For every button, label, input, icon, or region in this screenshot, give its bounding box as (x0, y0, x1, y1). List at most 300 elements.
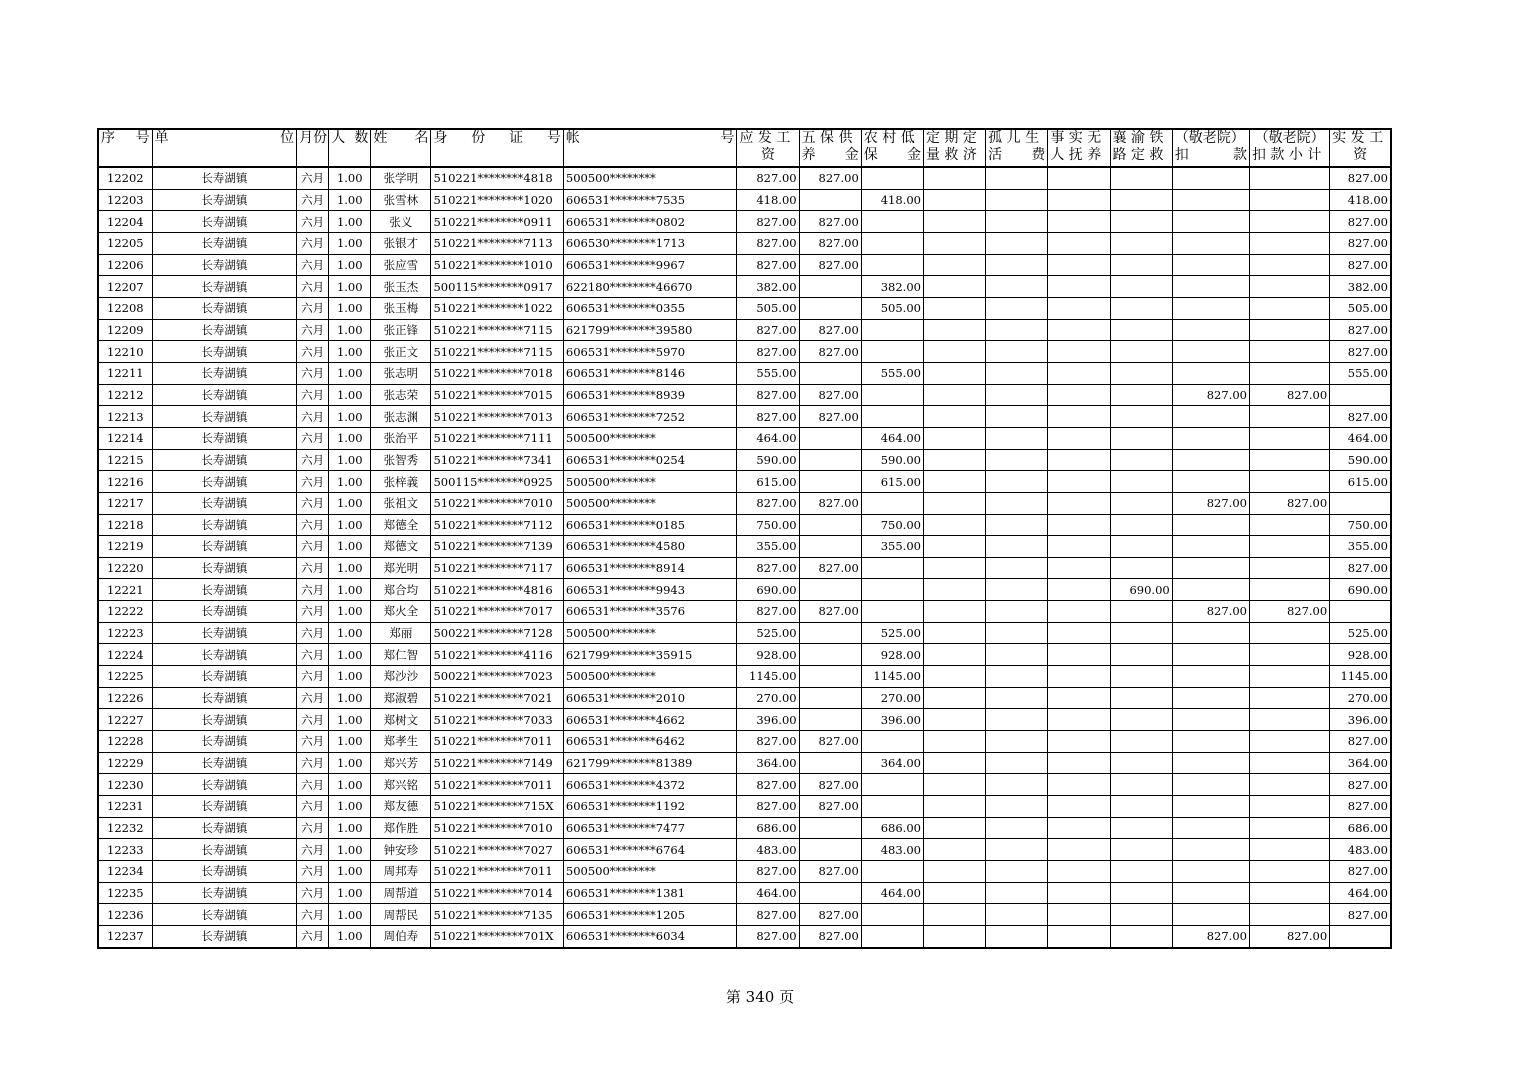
cell-count: 1.00 (329, 882, 371, 904)
cell-nursing-deduction-subtotal (1249, 232, 1329, 254)
cell-fixed-relief (923, 644, 985, 666)
cell-nursing-deduction-subtotal (1249, 167, 1329, 189)
cell-month: 六月 (297, 687, 329, 709)
cell-nursing-deduction (1172, 406, 1249, 428)
cell-gross-wage: 505.00 (737, 297, 799, 319)
cell-seq: 12213 (98, 406, 152, 428)
cell-name: 郑德文 (371, 536, 431, 558)
cell-orphan-living (986, 254, 1048, 276)
cell-count: 1.00 (329, 471, 371, 493)
cell-nursing-deduction-subtotal (1249, 666, 1329, 688)
cell-unit: 长寿湖镇 (152, 644, 296, 666)
cell-seq: 12221 (98, 579, 152, 601)
cell-orphan-living (986, 319, 1048, 341)
cell-rural-minimum (861, 492, 923, 514)
cell-five-guarantee (799, 536, 861, 558)
cell-gross-wage: 827.00 (737, 601, 799, 623)
cell-month: 六月 (297, 406, 329, 428)
cell-nursing-deduction (1172, 536, 1249, 558)
cell-de-facto-orphan (1048, 341, 1110, 363)
cell-fixed-relief (923, 774, 985, 796)
cell-count: 1.00 (329, 297, 371, 319)
cell-seq: 12211 (98, 362, 152, 384)
cell-nursing-deduction (1172, 427, 1249, 449)
cell-railway-relief (1110, 276, 1172, 298)
table-row (98, 514, 1391, 536)
cell-name: 张治平 (371, 427, 431, 449)
cell-id-number: 510221********7011 (431, 731, 563, 753)
cell-name: 张玉梅 (371, 297, 431, 319)
cell-net-wage: 686.00 (1330, 817, 1391, 839)
cell-five-guarantee: 827.00 (799, 211, 861, 233)
cell-unit: 长寿湖镇 (152, 341, 296, 363)
cell-five-guarantee (799, 687, 861, 709)
cell-id-number: 500221********7128 (431, 622, 563, 644)
cell-five-guarantee (799, 882, 861, 904)
cell-unit: 长寿湖镇 (152, 384, 296, 406)
cell-orphan-living (986, 666, 1048, 688)
cell-unit: 长寿湖镇 (152, 406, 296, 428)
cell-gross-wage: 827.00 (737, 774, 799, 796)
cell-nursing-deduction (1172, 449, 1249, 471)
cell-nursing-deduction-subtotal (1249, 427, 1329, 449)
cell-seq: 12235 (98, 882, 152, 904)
cell-account: 606531********6764 (563, 839, 737, 861)
cell-five-guarantee: 827.00 (799, 904, 861, 926)
cell-count: 1.00 (329, 752, 371, 774)
header-rural-minimum: 农 村 低 保 金 (861, 129, 923, 167)
cell-id-number: 510221********7010 (431, 817, 563, 839)
cell-unit: 长寿湖镇 (152, 774, 296, 796)
cell-month: 六月 (297, 601, 329, 623)
cell-count: 1.00 (329, 601, 371, 623)
cell-railway-relief (1110, 514, 1172, 536)
table-row (98, 232, 1391, 254)
cell-seq: 12206 (98, 254, 152, 276)
cell-rural-minimum: 464.00 (861, 427, 923, 449)
cell-orphan-living (986, 341, 1048, 363)
cell-account: 500500******** (563, 427, 737, 449)
cell-nursing-deduction-subtotal (1249, 557, 1329, 579)
cell-month: 六月 (297, 817, 329, 839)
cell-net-wage: 690.00 (1330, 579, 1391, 601)
cell-rural-minimum (861, 925, 923, 947)
cell-nursing-deduction-subtotal (1249, 709, 1329, 731)
cell-gross-wage: 464.00 (737, 427, 799, 449)
cell-de-facto-orphan (1048, 514, 1110, 536)
cell-nursing-deduction-subtotal (1249, 341, 1329, 363)
cell-net-wage: 750.00 (1330, 514, 1391, 536)
cell-nursing-deduction (1172, 362, 1249, 384)
cell-net-wage: 827.00 (1330, 232, 1391, 254)
cell-net-wage: 827.00 (1330, 861, 1391, 883)
table-row (98, 449, 1391, 471)
cell-five-guarantee: 827.00 (799, 861, 861, 883)
cell-id-number: 510221********7018 (431, 362, 563, 384)
cell-railway-relief (1110, 232, 1172, 254)
cell-five-guarantee: 827.00 (799, 406, 861, 428)
cell-railway-relief (1110, 904, 1172, 926)
cell-id-number: 510221********7033 (431, 709, 563, 731)
cell-nursing-deduction: 827.00 (1172, 925, 1249, 947)
table-row (98, 861, 1391, 883)
cell-account: 606531********7477 (563, 817, 737, 839)
cell-unit: 长寿湖镇 (152, 925, 296, 947)
cell-fixed-relief (923, 817, 985, 839)
cell-nursing-deduction-subtotal (1249, 839, 1329, 861)
cell-account: 606531********0254 (563, 449, 737, 471)
cell-rural-minimum: 464.00 (861, 882, 923, 904)
cell-gross-wage: 827.00 (737, 232, 799, 254)
cell-de-facto-orphan (1048, 774, 1110, 796)
cell-unit: 长寿湖镇 (152, 796, 296, 818)
cell-gross-wage: 364.00 (737, 752, 799, 774)
cell-fixed-relief (923, 622, 985, 644)
cell-orphan-living (986, 644, 1048, 666)
cell-month: 六月 (297, 839, 329, 861)
cell-name: 周伯寿 (371, 925, 431, 947)
cell-seq: 12224 (98, 644, 152, 666)
welfare-payment-table (97, 128, 1392, 949)
cell-nursing-deduction-subtotal (1249, 297, 1329, 319)
cell-id-number: 510221********1020 (431, 189, 563, 211)
cell-five-guarantee (799, 514, 861, 536)
cell-month: 六月 (297, 384, 329, 406)
cell-unit: 长寿湖镇 (152, 579, 296, 601)
cell-unit: 长寿湖镇 (152, 731, 296, 753)
cell-seq: 12223 (98, 622, 152, 644)
cell-account: 500500******** (563, 167, 737, 189)
cell-nursing-deduction: 827.00 (1172, 384, 1249, 406)
cell-account: 606531********8914 (563, 557, 737, 579)
cell-gross-wage: 525.00 (737, 622, 799, 644)
cell-account: 606531********7252 (563, 406, 737, 428)
cell-month: 六月 (297, 341, 329, 363)
cell-nursing-deduction-subtotal (1249, 536, 1329, 558)
cell-unit: 长寿湖镇 (152, 189, 296, 211)
cell-seq: 12208 (98, 297, 152, 319)
cell-account: 606531********1192 (563, 796, 737, 818)
cell-count: 1.00 (329, 774, 371, 796)
cell-orphan-living (986, 709, 1048, 731)
cell-fixed-relief (923, 925, 985, 947)
cell-fixed-relief (923, 449, 985, 471)
cell-de-facto-orphan (1048, 211, 1110, 233)
cell-orphan-living (986, 796, 1048, 818)
cell-fixed-relief (923, 319, 985, 341)
cell-name: 郑合均 (371, 579, 431, 601)
cell-nursing-deduction (1172, 579, 1249, 601)
cell-de-facto-orphan (1048, 796, 1110, 818)
cell-month: 六月 (297, 427, 329, 449)
cell-name: 张玉杰 (371, 276, 431, 298)
header-month: 月份 (297, 129, 329, 167)
cell-orphan-living (986, 557, 1048, 579)
cell-gross-wage: 396.00 (737, 709, 799, 731)
cell-nursing-deduction (1172, 297, 1249, 319)
cell-count: 1.00 (329, 925, 371, 947)
cell-nursing-deduction-subtotal (1249, 276, 1329, 298)
cell-railway-relief (1110, 406, 1172, 428)
cell-unit: 长寿湖镇 (152, 709, 296, 731)
cell-name: 郑光明 (371, 557, 431, 579)
cell-de-facto-orphan (1048, 839, 1110, 861)
table-row (98, 687, 1391, 709)
cell-count: 1.00 (329, 341, 371, 363)
cell-railway-relief (1110, 384, 1172, 406)
cell-month: 六月 (297, 557, 329, 579)
cell-account: 606531********1381 (563, 882, 737, 904)
cell-name: 郑火全 (371, 601, 431, 623)
cell-fixed-relief (923, 709, 985, 731)
cell-orphan-living (986, 406, 1048, 428)
cell-rural-minimum (861, 406, 923, 428)
cell-fixed-relief (923, 167, 985, 189)
cell-net-wage: 827.00 (1330, 406, 1391, 428)
cell-five-guarantee: 827.00 (799, 492, 861, 514)
cell-de-facto-orphan (1048, 189, 1110, 211)
cell-rural-minimum (861, 167, 923, 189)
cell-orphan-living (986, 839, 1048, 861)
cell-fixed-relief (923, 579, 985, 601)
cell-seq: 12215 (98, 449, 152, 471)
cell-fixed-relief (923, 276, 985, 298)
table-row (98, 601, 1391, 623)
cell-de-facto-orphan (1048, 579, 1110, 601)
cell-account: 500500******** (563, 471, 737, 493)
cell-name: 周帮道 (371, 882, 431, 904)
cell-nursing-deduction-subtotal: 827.00 (1249, 601, 1329, 623)
cell-gross-wage: 418.00 (737, 189, 799, 211)
cell-unit: 长寿湖镇 (152, 362, 296, 384)
cell-nursing-deduction-subtotal (1249, 449, 1329, 471)
cell-orphan-living (986, 362, 1048, 384)
cell-id-number: 510221********7135 (431, 904, 563, 926)
cell-fixed-relief (923, 666, 985, 688)
cell-rural-minimum (861, 211, 923, 233)
cell-de-facto-orphan (1048, 601, 1110, 623)
cell-unit: 长寿湖镇 (152, 882, 296, 904)
cell-seq: 12233 (98, 839, 152, 861)
cell-count: 1.00 (329, 384, 371, 406)
cell-railway-relief (1110, 492, 1172, 514)
cell-railway-relief (1110, 601, 1172, 623)
table-row (98, 536, 1391, 558)
cell-unit: 长寿湖镇 (152, 752, 296, 774)
cell-five-guarantee (799, 752, 861, 774)
cell-gross-wage: 355.00 (737, 536, 799, 558)
cell-nursing-deduction-subtotal (1249, 189, 1329, 211)
cell-count: 1.00 (329, 579, 371, 601)
cell-seq: 12205 (98, 232, 152, 254)
cell-railway-relief (1110, 731, 1172, 753)
cell-account: 606531********7535 (563, 189, 737, 211)
cell-rural-minimum: 355.00 (861, 536, 923, 558)
cell-nursing-deduction (1172, 666, 1249, 688)
cell-net-wage: 270.00 (1330, 687, 1391, 709)
cell-nursing-deduction-subtotal (1249, 362, 1329, 384)
cell-nursing-deduction (1172, 774, 1249, 796)
cell-name: 张梓義 (371, 471, 431, 493)
cell-fixed-relief (923, 471, 985, 493)
cell-id-number: 510221********1010 (431, 254, 563, 276)
cell-month: 六月 (297, 232, 329, 254)
cell-de-facto-orphan (1048, 861, 1110, 883)
cell-id-number: 510221********4116 (431, 644, 563, 666)
cell-net-wage: 827.00 (1330, 319, 1391, 341)
cell-rural-minimum (861, 557, 923, 579)
cell-account: 621799********81389 (563, 752, 737, 774)
cell-seq: 12207 (98, 276, 152, 298)
cell-five-guarantee (799, 276, 861, 298)
cell-seq: 12237 (98, 925, 152, 947)
cell-count: 1.00 (329, 514, 371, 536)
cell-gross-wage: 827.00 (737, 904, 799, 926)
cell-name: 张义 (371, 211, 431, 233)
cell-gross-wage: 827.00 (737, 796, 799, 818)
cell-unit: 长寿湖镇 (152, 232, 296, 254)
cell-gross-wage: 928.00 (737, 644, 799, 666)
header-orphan-living: 孤 儿 生 活 费 (986, 129, 1048, 167)
cell-month: 六月 (297, 731, 329, 753)
cell-railway-relief (1110, 449, 1172, 471)
cell-five-guarantee (799, 644, 861, 666)
cell-railway-relief (1110, 839, 1172, 861)
cell-rural-minimum (861, 384, 923, 406)
cell-seq: 12231 (98, 796, 152, 818)
cell-account: 606531********1205 (563, 904, 737, 926)
cell-nursing-deduction (1172, 276, 1249, 298)
cell-de-facto-orphan (1048, 167, 1110, 189)
cell-five-guarantee (799, 297, 861, 319)
cell-fixed-relief (923, 839, 985, 861)
cell-account: 500500******** (563, 861, 737, 883)
cell-name: 郑友德 (371, 796, 431, 818)
cell-seq: 12220 (98, 557, 152, 579)
cell-nursing-deduction-subtotal: 827.00 (1249, 384, 1329, 406)
cell-five-guarantee: 827.00 (799, 925, 861, 947)
cell-unit: 长寿湖镇 (152, 601, 296, 623)
cell-railway-relief (1110, 254, 1172, 276)
cell-month: 六月 (297, 492, 329, 514)
header-count: 人 数 (329, 129, 371, 167)
cell-fixed-relief (923, 536, 985, 558)
cell-rural-minimum (861, 774, 923, 796)
cell-de-facto-orphan (1048, 666, 1110, 688)
cell-nursing-deduction-subtotal (1249, 774, 1329, 796)
cell-railway-relief (1110, 644, 1172, 666)
cell-nursing-deduction-subtotal (1249, 861, 1329, 883)
cell-count: 1.00 (329, 644, 371, 666)
cell-de-facto-orphan (1048, 232, 1110, 254)
cell-id-number: 510221********1022 (431, 297, 563, 319)
cell-count: 1.00 (329, 189, 371, 211)
cell-month: 六月 (297, 471, 329, 493)
cell-net-wage: 464.00 (1330, 427, 1391, 449)
page-number: 第 340 页 (725, 988, 795, 1006)
cell-rural-minimum: 615.00 (861, 471, 923, 493)
cell-nursing-deduction-subtotal: 827.00 (1249, 925, 1329, 947)
cell-unit: 长寿湖镇 (152, 622, 296, 644)
cell-railway-relief (1110, 536, 1172, 558)
cell-de-facto-orphan (1048, 536, 1110, 558)
cell-railway-relief (1110, 687, 1172, 709)
cell-gross-wage: 827.00 (737, 211, 799, 233)
cell-name: 郑兴芳 (371, 752, 431, 774)
cell-railway-relief (1110, 471, 1172, 493)
cell-seq: 12229 (98, 752, 152, 774)
cell-nursing-deduction-subtotal (1249, 211, 1329, 233)
cell-five-guarantee: 827.00 (799, 341, 861, 363)
cell-count: 1.00 (329, 167, 371, 189)
cell-net-wage (1330, 601, 1391, 623)
cell-de-facto-orphan (1048, 622, 1110, 644)
cell-nursing-deduction: 827.00 (1172, 492, 1249, 514)
cell-nursing-deduction-subtotal (1249, 752, 1329, 774)
cell-count: 1.00 (329, 687, 371, 709)
table-row (98, 276, 1391, 298)
cell-unit: 长寿湖镇 (152, 861, 296, 883)
table-row (98, 297, 1391, 319)
cell-railway-relief (1110, 882, 1172, 904)
cell-name: 张应雪 (371, 254, 431, 276)
cell-count: 1.00 (329, 861, 371, 883)
cell-count: 1.00 (329, 536, 371, 558)
cell-fixed-relief (923, 384, 985, 406)
cell-railway-relief (1110, 557, 1172, 579)
cell-nursing-deduction-subtotal (1249, 622, 1329, 644)
cell-account: 606531********5970 (563, 341, 737, 363)
cell-seq: 12209 (98, 319, 152, 341)
cell-gross-wage: 686.00 (737, 817, 799, 839)
cell-five-guarantee: 827.00 (799, 319, 861, 341)
cell-count: 1.00 (329, 666, 371, 688)
cell-fixed-relief (923, 687, 985, 709)
cell-orphan-living (986, 167, 1048, 189)
cell-fixed-relief (923, 362, 985, 384)
cell-id-number: 510221********7014 (431, 882, 563, 904)
cell-rural-minimum: 1145.00 (861, 666, 923, 688)
cell-seq: 12227 (98, 709, 152, 731)
cell-month: 六月 (297, 536, 329, 558)
cell-de-facto-orphan (1048, 254, 1110, 276)
cell-name: 周邦寿 (371, 861, 431, 883)
cell-fixed-relief (923, 427, 985, 449)
cell-count: 1.00 (329, 731, 371, 753)
table-row (98, 471, 1391, 493)
cell-de-facto-orphan (1048, 362, 1110, 384)
cell-net-wage: 364.00 (1330, 752, 1391, 774)
cell-gross-wage: 827.00 (737, 254, 799, 276)
table-row (98, 882, 1391, 904)
cell-net-wage: 418.00 (1330, 189, 1391, 211)
cell-five-guarantee (799, 427, 861, 449)
cell-de-facto-orphan (1048, 687, 1110, 709)
cell-name: 郑作胜 (371, 817, 431, 839)
cell-name: 郑树文 (371, 709, 431, 731)
cell-five-guarantee: 827.00 (799, 557, 861, 579)
cell-name: 张正锋 (371, 319, 431, 341)
cell-id-number: 510221********4816 (431, 579, 563, 601)
cell-nursing-deduction-subtotal (1249, 579, 1329, 601)
cell-name: 张祖文 (371, 492, 431, 514)
cell-gross-wage: 555.00 (737, 362, 799, 384)
cell-nursing-deduction (1172, 687, 1249, 709)
cell-orphan-living (986, 752, 1048, 774)
header-nursing-deduction: （敬老院） 扣 款 (1172, 129, 1249, 167)
header-id: 身 份 证 号 (431, 129, 563, 167)
cell-unit: 长寿湖镇 (152, 536, 296, 558)
